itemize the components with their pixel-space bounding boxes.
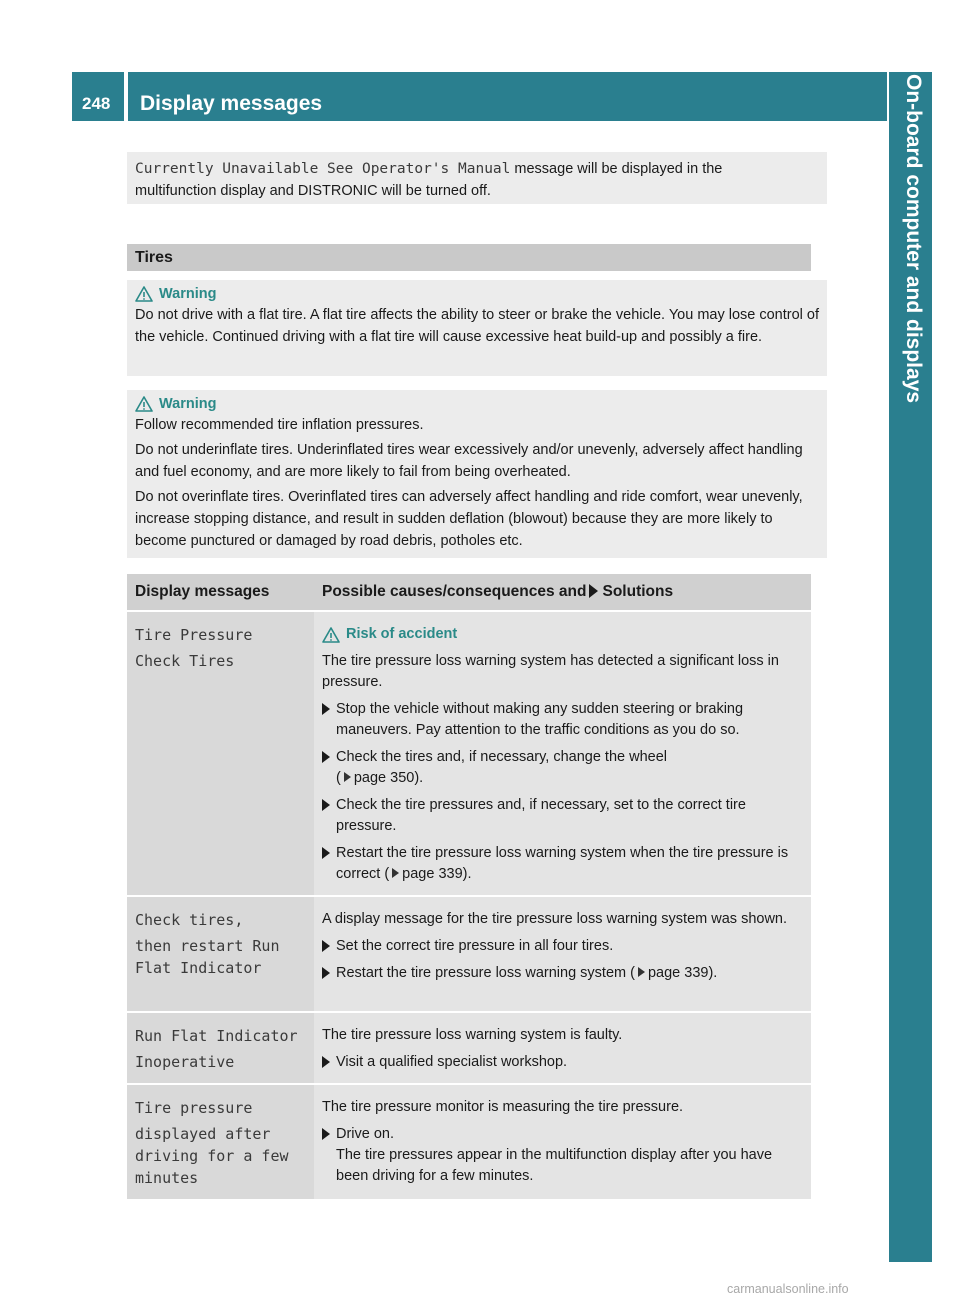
page-ref-icon: [392, 868, 399, 878]
page-number: 248: [82, 94, 111, 113]
solution-cell: [314, 1084, 811, 1199]
warning-heading: [135, 286, 819, 302]
warning-triangle-icon: [322, 627, 340, 643]
page-ref-link[interactable]: page 350).: [353, 770, 424, 786]
message-cell: [127, 1012, 314, 1084]
message-line: Inoperative: [135, 1053, 235, 1071]
warning-box-flat-tire: [127, 280, 827, 376]
step-item: Visit a qualified specialist workshop.: [322, 1052, 803, 1073]
arrow-right-icon: [322, 751, 330, 763]
arrow-right-icon: [589, 584, 598, 598]
arrow-right-icon: [322, 967, 330, 979]
solution-cell: [314, 611, 811, 896]
step-item: Drive on. The tire pressures appear in the multifunction display after you have been driving for a few minutes.: [322, 1124, 803, 1187]
table-row: [127, 1084, 811, 1199]
warning-text-2: Do not underinflate tires. Underinflated tires wear excessively and/or unevenly, adversely affect handling and fuel economy, and are more likely to fail from being overheated.: [135, 442, 803, 480]
cause-text: The tire pressure monitor is measuring the tire pressure.: [322, 1099, 684, 1115]
warning-text-3: Do not overinflate tires. Overinflated tires can adversely affect handling and ride comfort, wear unevenly, increase stopping distance, and result in sudden deflation (blowout) because they are more likely to become punctured or damaged by road debris, potholes etc.: [135, 489, 803, 549]
header-divider: [124, 72, 128, 121]
message-line: Run Flat Indicator: [135, 1027, 298, 1045]
warning-text-1: Follow recommended tire inflation pressures.: [135, 417, 424, 433]
chapter-label: On-board computer and displays: [901, 74, 925, 404]
risk-label: Risk of accident: [346, 626, 458, 642]
page-ref-icon: [638, 967, 645, 977]
chapter-side-tab: [889, 72, 932, 1262]
page-header: [72, 72, 887, 121]
message-cell: [127, 611, 314, 896]
arrow-right-icon: [322, 1128, 330, 1140]
table-row: [127, 611, 811, 896]
step-item: Set the correct tire pressure in all four tires.: [322, 936, 803, 957]
message-line: Check tires,: [135, 911, 244, 929]
arrow-right-icon: [322, 940, 330, 952]
warning-heading: [135, 396, 819, 412]
display-messages-table: [127, 574, 811, 1199]
section-header-tires: [127, 244, 811, 271]
solution-cell: [314, 896, 811, 1012]
column-header-messages: Display messages: [127, 574, 314, 611]
cause-text: A display message for the tire pressure loss warning system was shown.: [322, 911, 788, 927]
watermark: carmanualsonline.info: [727, 1282, 849, 1296]
section-title: Tires: [135, 249, 173, 266]
warning-label: Warning: [159, 396, 217, 412]
page-ref-link[interactable]: page 339).: [402, 866, 472, 882]
message-line: Tire pressure: [135, 1099, 253, 1117]
column-header-solutions: Possible causes/consequences and Solutions: [314, 574, 811, 611]
message-cell: [127, 1084, 314, 1199]
message-line: displayed after driving for a few minutes: [135, 1125, 289, 1187]
mono-message: Currently Unavailable See Operator's Manual: [135, 161, 511, 177]
table-row: [127, 896, 811, 1012]
page-title: Display messages: [140, 92, 323, 115]
step-item: Check the tires and, if necessary, change the wheel ( page 350).: [322, 747, 803, 789]
step-item: Restart the tire pressure loss warning system when the tire pressure is correct ( page 339).: [322, 843, 803, 885]
table-header-row: [127, 574, 811, 611]
step-item: Restart the tire pressure loss warning system ( page 339).: [322, 963, 803, 984]
cause-text: The tire pressure loss warning system is faulty.: [322, 1027, 623, 1043]
arrow-right-icon: [322, 1056, 330, 1068]
arrow-right-icon: [322, 799, 330, 811]
message-line: then restart Run Flat Indicator: [135, 937, 280, 977]
warning-triangle-icon: [135, 396, 153, 412]
arrow-right-icon: [322, 703, 330, 715]
step-item: Stop the vehicle without making any sudden steering or braking maneuvers. Pay attention to the traffic conditions as you do so.: [322, 699, 803, 741]
risk-heading: [322, 624, 803, 645]
continued-note-box: [127, 152, 827, 204]
warning-box-inflation: [127, 390, 827, 558]
warning-label: Warning: [159, 286, 217, 302]
arrow-right-icon: [322, 847, 330, 859]
step-item: Check the tire pressures and, if necessary, set to the correct tire pressure.: [322, 795, 803, 837]
message-cell: [127, 896, 314, 1012]
page-ref-link[interactable]: page 339).: [647, 965, 718, 981]
page-ref-icon: [344, 772, 351, 782]
continued-text: message will be displayed in the: [510, 161, 723, 177]
warning-text: Do not drive with a flat tire. A flat tire affects the ability to steer or brake the vehicle. You may lose control of the vehicle. Continued driving with a flat tire will cause excessive heat build-up and possibly a fire.: [135, 307, 820, 345]
cause-text: The tire pressure loss warning system has detected a significant loss in pressure.: [322, 653, 779, 690]
message-line: Check Tires: [135, 652, 235, 670]
table-row: [127, 1012, 811, 1084]
solution-cell: [314, 1012, 811, 1084]
continued-text-line2: multifunction display and DISTRONIC will be turned off.: [135, 183, 491, 199]
message-line: Tire Pressure: [135, 626, 253, 644]
warning-triangle-icon: [135, 286, 153, 302]
